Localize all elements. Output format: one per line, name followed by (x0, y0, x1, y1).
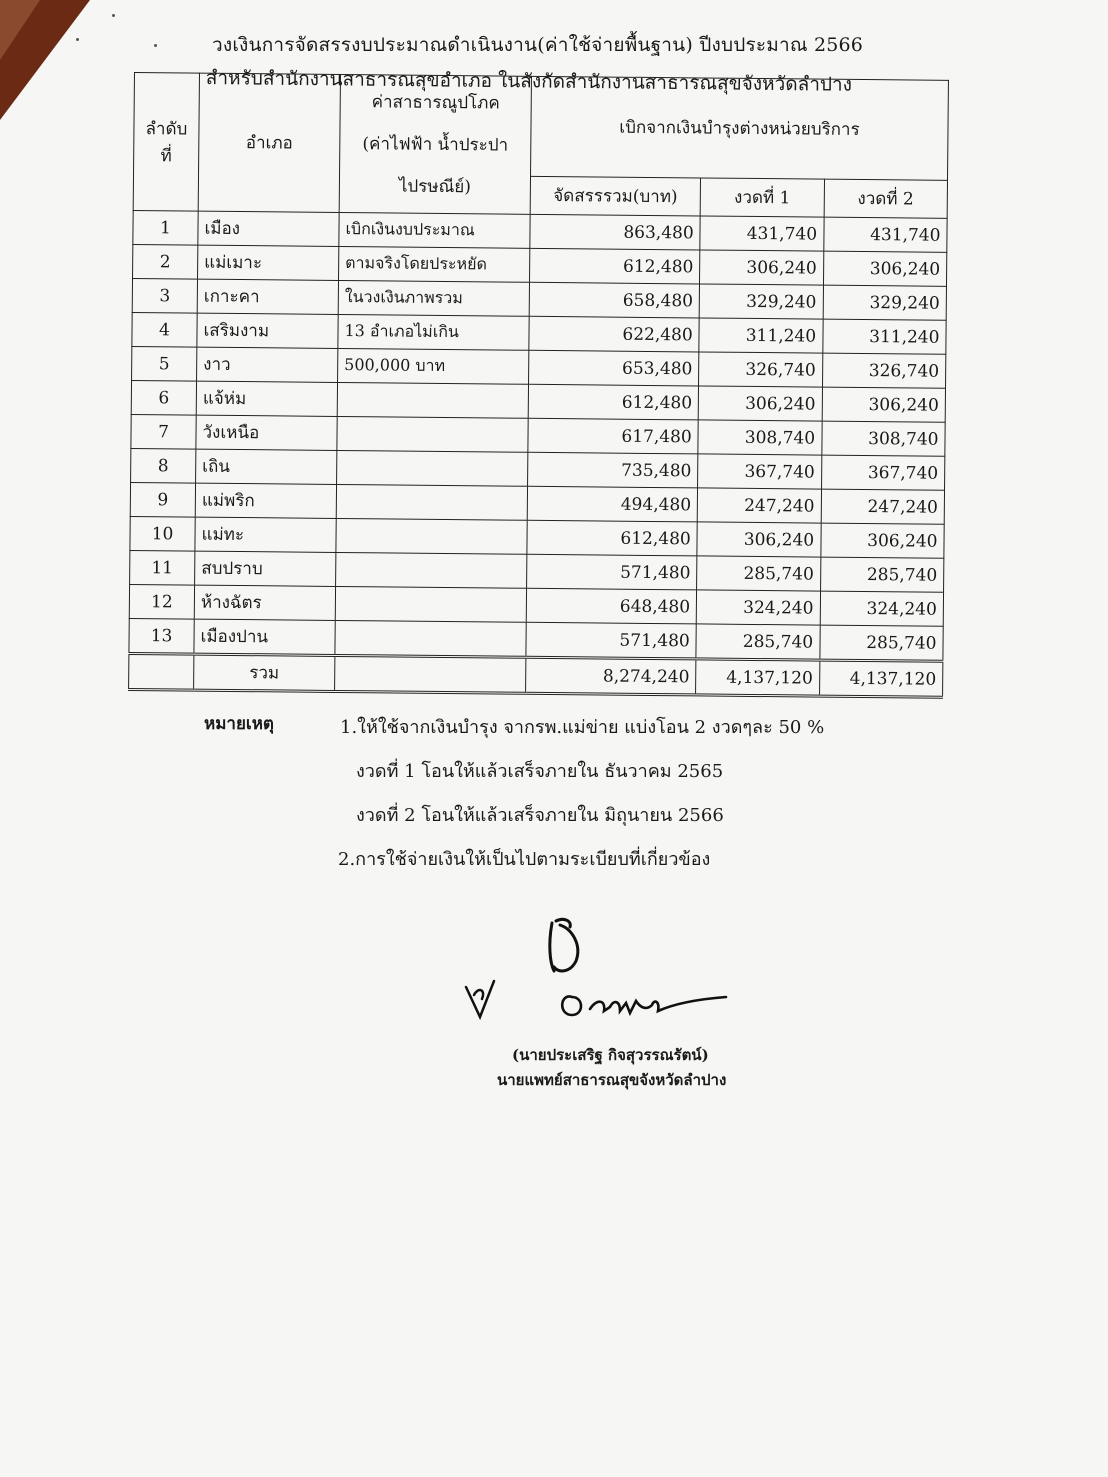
installment-1-cell: 285,740 (697, 556, 821, 591)
district-cell: เกาะคา (197, 279, 338, 314)
total-cell: 612,480 (527, 520, 698, 556)
total-cell: 863,480 (530, 214, 701, 250)
total-cell: 571,480 (526, 622, 697, 659)
installment-1-cell: 431,740 (700, 216, 824, 251)
installment-1-cell: 308,740 (698, 420, 822, 455)
utilities-cell (336, 484, 527, 520)
total-cell: 494,480 (527, 486, 698, 522)
total-cell: 622,480 (529, 316, 700, 352)
header-utilities (339, 74, 531, 214)
district-cell: งาว (197, 347, 338, 382)
installment-2-cell: 329,240 (823, 285, 947, 320)
document-subtitle: สำหรับสำนักงานสาธารณสุขอำเภอ ในสังกัดสำนักงานสาธารณสุขจังหวัดลำปาง (205, 66, 853, 96)
seq-cell: 10 (130, 516, 195, 551)
header-total: จัดสรรรวม(บาท) (530, 176, 701, 216)
installment-1-cell: 367,740 (698, 454, 822, 489)
total-cell: 617,480 (528, 418, 699, 454)
seq-cell: 12 (129, 584, 194, 619)
header-group-maintenance-funds: เบิกจากเงินบำรุงต่างหน่วยบริการ (531, 76, 949, 180)
total-cell: 658,480 (529, 282, 700, 318)
remark-line-2: งวดที่ 1 โอนให้แล้วเสร็จภายใน ธันวาคม 2565 (356, 761, 724, 782)
table-total-row (129, 653, 943, 697)
installment-1-cell: 311,240 (699, 318, 823, 353)
handwritten-signature (460, 915, 760, 1035)
total-empty-cell (129, 653, 194, 690)
installment-1-cell: 306,240 (700, 250, 824, 285)
total-inst2-cell: 4,137,120 (819, 660, 943, 697)
allocation-table-container (128, 72, 949, 699)
installment-2-cell: 306,240 (822, 387, 946, 422)
table-body (129, 210, 948, 697)
speck (112, 14, 115, 17)
utilities-cell (336, 518, 527, 554)
remarks-label: หมายเหตุ (204, 714, 274, 734)
total-cell: 571,480 (527, 554, 698, 590)
total-inst1-cell: 4,137,120 (696, 659, 820, 696)
speck (154, 44, 157, 47)
district-cell: แจ้ห่ม (196, 381, 337, 416)
total-cell: 653,480 (529, 350, 700, 386)
utilities-cell (336, 552, 527, 588)
total-cell: 735,480 (528, 452, 699, 488)
installment-2-cell: 285,740 (820, 557, 944, 592)
seq-cell: 11 (130, 550, 195, 585)
installment-2-cell: 306,240 (823, 251, 947, 286)
installment-1-cell: 306,240 (698, 386, 822, 421)
district-cell: แม่เมาะ (198, 245, 339, 280)
seq-cell: 4 (132, 312, 197, 347)
document-title: วงเงินการจัดสรรงบประมาณดำเนินงาน(ค่าใช้จ่ายพื้นฐาน) ปีงบประมาณ 2566 (212, 34, 864, 56)
district-cell: เสริมงาม (197, 313, 338, 348)
district-cell: เมืองปาน (194, 619, 335, 655)
signer-title: นายแพทย์สาธารณสุขจังหวัดลำปาง (497, 1071, 727, 1089)
total-cell: 612,480 (529, 248, 700, 284)
installment-1-cell: 247,240 (697, 488, 821, 523)
seq-cell: 7 (131, 414, 196, 449)
utilities-cell (337, 416, 528, 452)
total-cell: 612,480 (528, 384, 699, 420)
utilities-cell: ในวงเงินภาพรวม (338, 280, 529, 316)
seq-cell: 8 (131, 448, 196, 483)
utilities-cell: 13 อำเภอไม่เกิน (338, 314, 529, 350)
installment-2-cell: 324,240 (820, 591, 944, 626)
district-cell: แม่ทะ (195, 517, 336, 552)
district-cell: วังเหนือ (196, 415, 337, 450)
header-district: อำเภอ (198, 73, 340, 212)
header-utilities-line2: (ค่าไฟฟ้า น้ำประปา (362, 133, 509, 156)
utilities-cell (337, 382, 528, 418)
installment-2-cell: 367,740 (821, 455, 945, 490)
installment-2-cell: 285,740 (819, 625, 943, 661)
header-installment-2: งวดที่ 2 (824, 179, 948, 218)
installment-1-cell: 324,240 (696, 590, 820, 625)
allocation-table (128, 72, 949, 699)
remark-line-1: 1.ให้ใช้จากเงินบำรุง จากรพ.แม่ข่าย แบ่งโอน 2 งวดๆละ 50 % (340, 717, 825, 738)
seq-cell: 3 (132, 278, 197, 313)
total-utilities-empty-cell (335, 655, 526, 693)
installment-1-cell: 329,240 (699, 284, 823, 319)
installment-2-cell: 431,740 (823, 217, 947, 252)
utilities-cell (335, 620, 526, 657)
district-cell: สบปราบ (195, 551, 336, 586)
page-corner-fold (0, 0, 40, 60)
installment-2-cell: 311,240 (822, 319, 946, 354)
seq-cell: 6 (131, 380, 196, 415)
installment-2-cell: 308,740 (821, 421, 945, 456)
total-total-cell: 8,274,240 (526, 657, 697, 695)
utilities-cell: 500,000 บาท (338, 348, 529, 384)
speck (76, 38, 79, 41)
total-label: รวม (194, 654, 335, 691)
installment-1-cell: 306,240 (697, 522, 821, 557)
installment-1-cell: 285,740 (696, 624, 820, 660)
remark-line-4: 2.การใช้จ่ายเงินให้เป็นไปตามระเบียบที่เกี่ยวข้อง (338, 849, 711, 870)
district-cell: ห้างฉัตร (194, 585, 335, 620)
installment-2-cell: 247,240 (821, 489, 945, 524)
seq-cell: 5 (132, 346, 197, 381)
district-cell: แม่พริก (195, 483, 336, 518)
installment-2-cell: 326,740 (822, 353, 946, 388)
seq-cell: 9 (130, 482, 195, 517)
district-cell: เถิน (196, 449, 337, 484)
total-cell: 648,480 (526, 588, 697, 624)
seq-cell: 13 (129, 618, 194, 654)
header-seq: ลำดับที่ (133, 73, 199, 212)
header-utilities-line1: ค่าสาธารณูปโภค (371, 91, 500, 114)
installment-1-cell: 326,740 (699, 352, 823, 387)
seq-cell: 2 (133, 244, 198, 279)
utilities-cell: ตามจริงโดยประหยัด (339, 246, 530, 282)
header-utilities-line3: ไปรษณีย์) (398, 176, 472, 197)
utilities-cell: เบิกเงินงบประมาณ (339, 212, 530, 248)
remark-line-3: งวดที่ 2 โอนให้แล้วเสร็จภายใน มิถุนายน 2566 (356, 805, 724, 826)
utilities-cell (337, 450, 528, 486)
installment-2-cell: 306,240 (820, 523, 944, 558)
utilities-cell (335, 586, 526, 622)
header-installment-1: งวดที่ 1 (700, 178, 824, 217)
seq-cell: 1 (133, 210, 198, 245)
district-cell: เมือง (198, 211, 339, 246)
signer-name: (นายประเสริฐ กิจสุวรรณรัตน์) (512, 1046, 709, 1064)
